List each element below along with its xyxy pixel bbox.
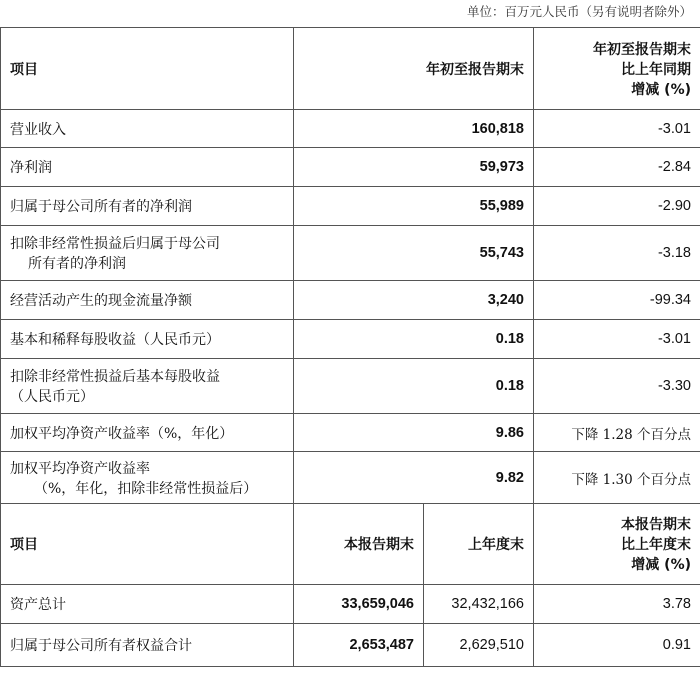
row-change: 0.91 [534,624,700,667]
row-change: -3.18 [534,226,700,281]
header-ytd: 年初至报告期末 [294,28,534,110]
table-row [1,624,700,667]
row-value: 0.18 [294,320,534,359]
row-label: 经营活动产生的现金流量净额 [1,281,294,320]
row-change: 下降 1.28 个百分点 [534,414,700,452]
row-change: -3.01 [534,320,700,359]
table-row [1,187,700,226]
row-current: 33,659,046 [294,585,424,624]
row-label: 加权平均净资产收益率 （%，年化，扣除非经常性损益后） [1,452,294,504]
row-label: 归属于母公司所有者的净利润 [1,187,294,226]
row-value: 55,989 [294,187,534,226]
row-label: 资产总计 [1,585,294,624]
table-row [1,226,700,281]
row-label: 归属于母公司所有者权益合计 [1,624,294,667]
row-change: -3.01 [534,110,700,148]
table-row [1,414,700,452]
row-change: 3.78 [534,585,700,624]
row-change: -99.34 [534,281,700,320]
row-label: 扣除非经常性损益后基本每股收益 （人民币元） [1,359,294,414]
table-header-1 [1,28,700,110]
row-change: 下降 1.30 个百分点 [534,452,700,504]
row-value: 9.86 [294,414,534,452]
header-item: 项目 [1,28,294,110]
row-value: 59,973 [294,148,534,187]
row-label: 加权平均净资产收益率（%，年化） [1,414,294,452]
header-change: 本报告期末 比上年度末 增减 (%) [534,504,700,585]
row-label: 净利润 [1,148,294,187]
row-prior: 2,629,510 [424,624,534,667]
row-value: 0.18 [294,359,534,414]
row-prior: 32,432,166 [424,585,534,624]
table-row [1,110,700,148]
row-change: -3.30 [534,359,700,414]
unit-note: 单位：百万元人民币（另有说明者除外） [466,4,692,19]
table-row [1,320,700,359]
row-value: 160,818 [294,110,534,148]
row-label: 营业收入 [1,110,294,148]
table-row [1,359,700,414]
table-row [1,585,700,624]
row-change: -2.84 [534,148,700,187]
row-label: 扣除非经常性损益后归属于母公司 所有者的净利润 [1,226,294,281]
row-change: -2.90 [534,187,700,226]
header-item: 项目 [1,504,294,585]
header-prior: 上年度末 [424,504,534,585]
row-label: 基本和稀释每股收益（人民币元） [1,320,294,359]
table-row [1,281,700,320]
row-value: 55,743 [294,226,534,281]
table-header-2 [1,504,700,585]
header-current: 本报告期末 [294,504,424,585]
financial-summary-table [0,27,700,667]
row-value: 3,240 [294,281,534,320]
table-row [1,148,700,187]
table-row [1,452,700,504]
header-change: 年初至报告期末 比上年同期 增减 (%) [534,28,700,110]
row-value: 9.82 [294,452,534,504]
row-current: 2,653,487 [294,624,424,667]
